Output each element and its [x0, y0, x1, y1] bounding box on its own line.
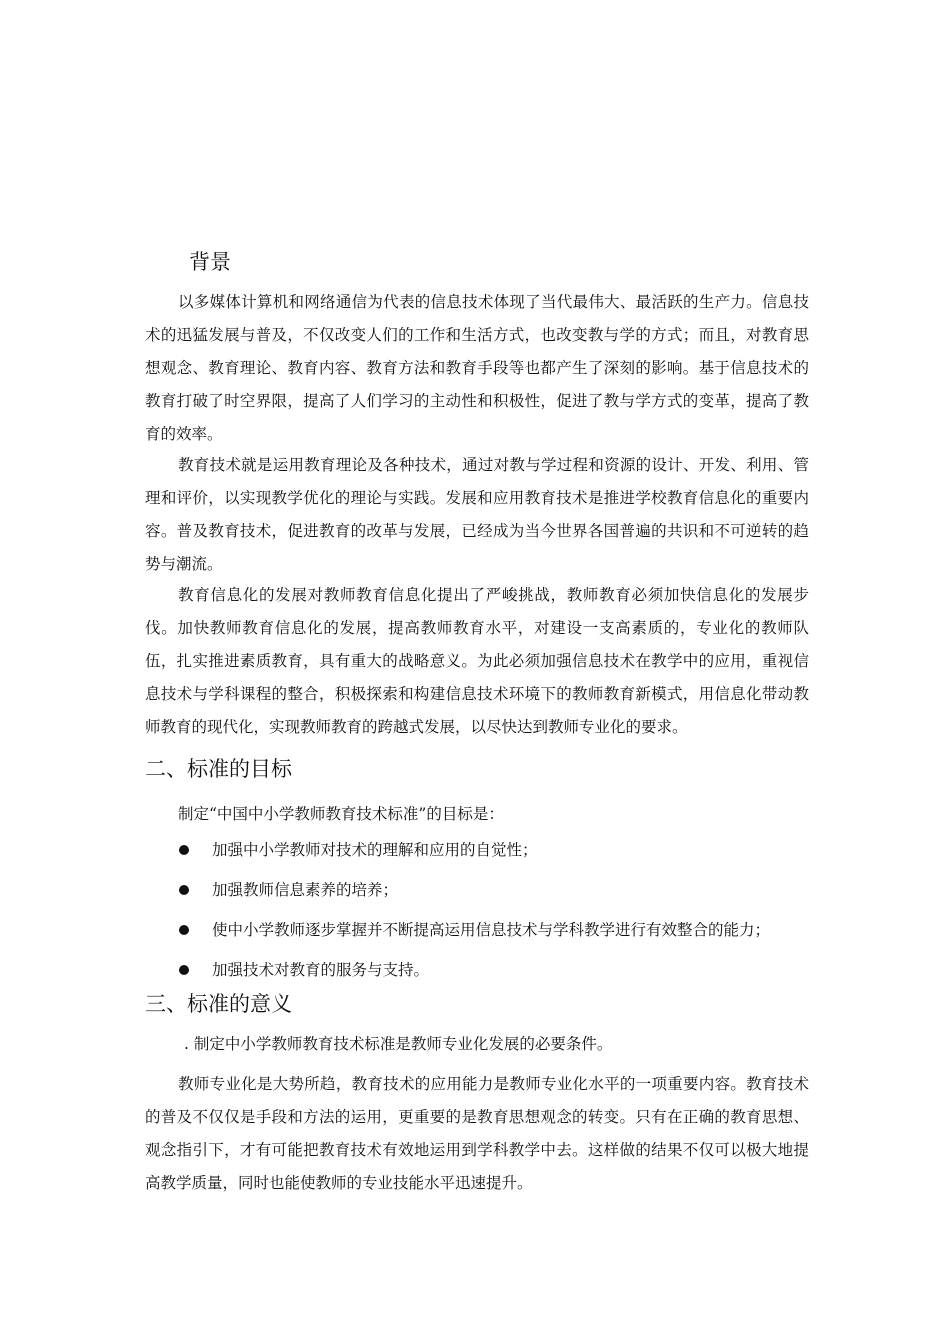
section-heading-background [145, 246, 231, 276]
bullet-icon [179, 965, 189, 975]
paragraph-background-2: 教育技术就是运用教育理论及各种技术，通过对教与学过程和资源的设计、开发、利用、管理和评价，以实现教学优化的理论与实践。发展和应用教育技术是推进学校教育信息化的重要内容。普及教育技术，促进教育的改革与发展，已经成为当今世界各国普遍的共识和不可逆转的趋势与潮流。 [145, 456, 809, 573]
section-heading-goals: 二、标准的目标 [145, 757, 292, 781]
section-title: 背景 [189, 250, 231, 274]
bullet-icon [179, 845, 189, 855]
goals-intro: 制定“中国中小学教师教育技术标准”的目标是： [178, 805, 504, 823]
bullet-icon [179, 885, 189, 895]
list-item-text: 加强技术对教育的服务与支持。 [212, 961, 430, 979]
list-item-text: 加强教师信息素养的培养； [212, 881, 399, 899]
list-item-text: 使中小学教师逐步掌握并不断提高运用信息技术与学科教学进行有效整合的能力； [212, 921, 771, 939]
paragraph-significance: 教师专业化是大势所趋，教育技术的应用能力是教师专业化水平的一项重要内容。教育技术的普及不仅仅是手段和方法的运用，更重要的是教育思想观念的转变。只有在正确的教育思想、观念指引下，才有可能把教育技术有效地运用到学科教学中去。这样做的结果不仅可以极大地提高教学质量，同时也能使教师的专业技能水平迅速提升。 [145, 1075, 809, 1192]
significance-point: . 制定中小学教师教育技术标准是教师专业化发展的必要条件。 [184, 1035, 613, 1053]
paragraph-background-1: 以多媒体计算机和网络通信为代表的信息技术体现了当代最伟大、最活跃的生产力。信息技术的迅猛发展与普及，不仅改变人们的工作和生活方式，也改变教与学的方式；而且，对教育思想观念、教育理论、教育内容、教育方法和教育手段等也都产生了深刻的影响。基于信息技术的教育打破了时空界限，提高了人们学习的主动性和积极性，促进了教与学方式的变革，提高了教育的效率。 [145, 293, 809, 443]
bullet-icon [179, 925, 189, 935]
list-item-text: 加强中小学教师对技术的理解和应用的自觉性； [212, 841, 538, 859]
section-heading-significance: 三、标准的意义 [145, 992, 292, 1016]
paragraph-background-3: 教育信息化的发展对教师教育信息化提出了严峻挑战，教师教育必须加快信息化的发展步伐。加快教师教育信息化的发展，提高教师教育水平，对建设一支高素质的，专业化的教师队伍，扎实推进素质教育，具有重大的战略意义。为此必须加强信息技术在教学中的应用，重视信息技术与学科课程的整合，积极探索和构建信息技术环境下的教师教育新模式，用信息化带动教师教育的现代化，实现教师教育的跨越式发展，以尽快达到教师专业化的要求。 [145, 586, 809, 736]
